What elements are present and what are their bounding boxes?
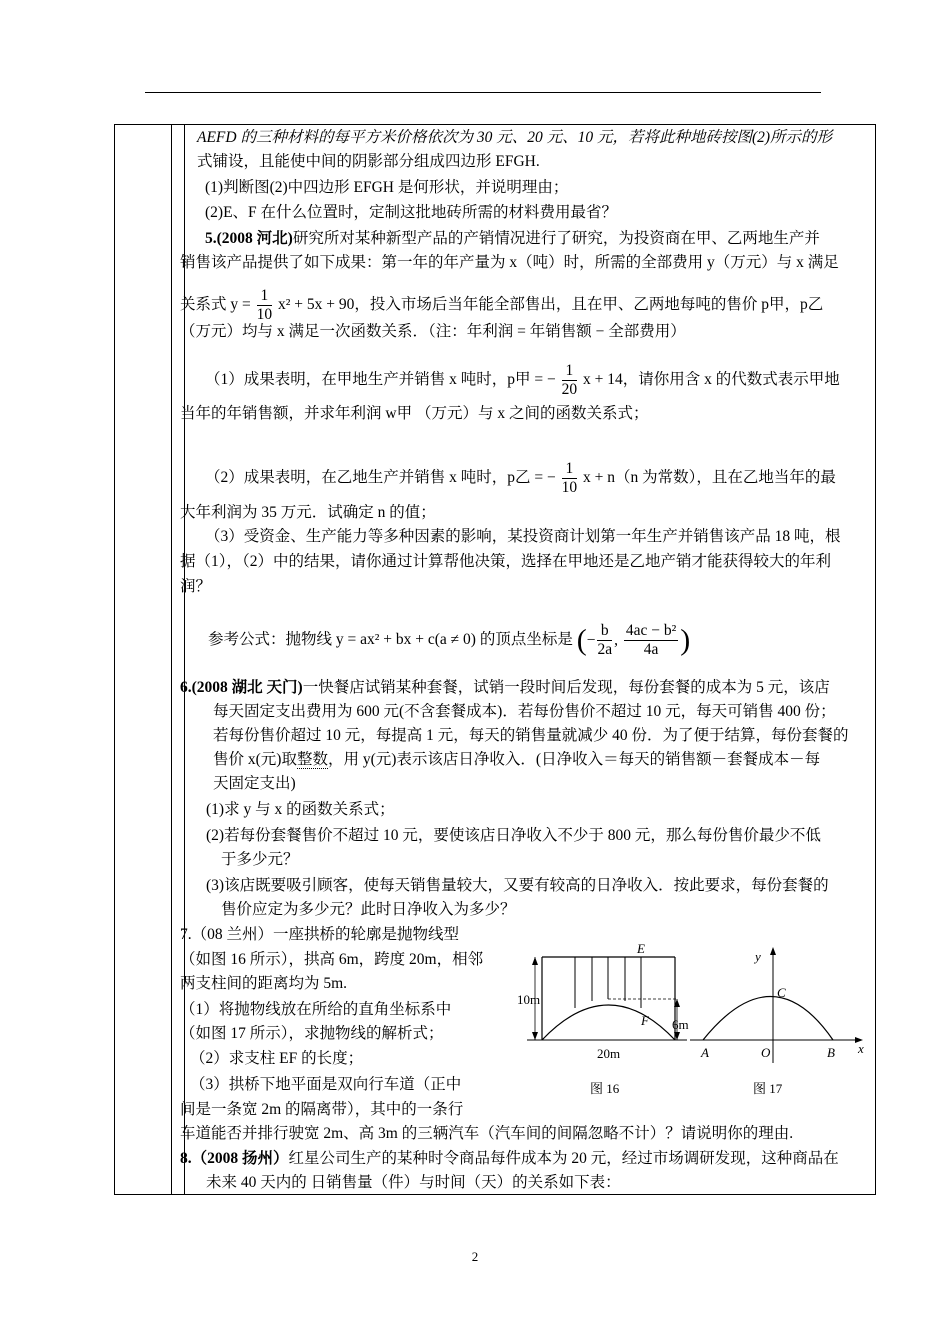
- p6-intro: [180, 678, 830, 698]
- arrow-up-10m: [532, 957, 538, 965]
- p5-fraction: [257, 287, 273, 324]
- label-O: O: [761, 1045, 771, 1060]
- reference-formula: 参考公式：抛物线 y = ax² + bx + c(a ≠ 0) 的顶点坐标是 (− $\frac{b}{2a}$ , $\frac{\text{4ac − b²}}{4a}$ ): [208, 622, 691, 658]
- p5-q1-num: 1: [562, 362, 578, 381]
- p6-question-1: (1)求 y 与 x 的函数关系式；: [206, 801, 395, 818]
- figure-16: [517, 941, 689, 1096]
- p8-line-b: 未来 40 天内的 日销售量（件）与时间（天）的关系如下表：: [206, 1174, 621, 1191]
- p7-line-b: （如图 16 所示），拱高 6m，跨度 20m，相邻: [180, 951, 484, 968]
- p7-question-1b: （如图 17 所示），求抛物线的解析式；: [180, 1025, 444, 1042]
- vertex-y-fraction: [624, 622, 678, 659]
- p6-question-2a: (2)若每份套餐售价不超过 10 元，要使该店日净收入不少于 800 元，那么每份售价最少不低: [206, 827, 821, 844]
- p5-fraction-den: 10: [256, 306, 273, 323]
- p5-intro-text: 研究所对某种新型产品的产销情况进行了研究，为投资商在甲、乙两地生产并: [292, 230, 820, 247]
- p5-q1-line-c: 当年的年销售额，并求年利润 w甲 （万元）与 x 之间的函数关系式；: [180, 405, 649, 422]
- p5-q2-line: [205, 460, 836, 497]
- p7-question-3a: （3）拱桥下地平面是双向行车道（正中: [190, 1076, 462, 1093]
- p6-line-b: 每天固定支出费用为 600 元(不含套餐成本)．若每份售价不超过 10 元，每天可销售 400 份；: [213, 703, 836, 720]
- p5-q1-rest: x + 14，请你用含 x 的代数式表示甲地: [582, 371, 840, 389]
- p6-line-d-rest: ，用 y(元)表示该店日净收入．(日净收入＝每天的销售额－套餐成本－每: [327, 751, 821, 768]
- label-E: E: [637, 941, 645, 956]
- p5-q2-num: 1: [562, 460, 578, 479]
- reference-formula-text: 参考公式：抛物线 y = ax² + bx + c(a ≠ 0) 的顶点坐标是: [208, 631, 573, 649]
- bridge-figures: [515, 935, 870, 1105]
- p5-q3-line-a: （3）受资金、生产能力等多种因素的影响，某投资商计划第一年生产并销售该产品 18 吨，根: [205, 528, 841, 545]
- vertex-x-den: 2a: [597, 641, 613, 658]
- p5-q1-den: 20: [561, 381, 578, 398]
- p5-q2-fraction: [562, 460, 578, 497]
- label-x-axis: x: [858, 1041, 864, 1056]
- p6-question-3a: (3)该店既要吸引顾客，使每天销售量较大，又要有较高的日净收入．按此要求，每份套餐的: [206, 877, 829, 894]
- parabola-curve: [703, 997, 833, 1041]
- label-6m: 6m: [672, 1017, 689, 1032]
- label-B: B: [827, 1045, 835, 1060]
- p5-heading: 5.(2008 河北): [205, 230, 293, 247]
- p6-intro-text: 一快餐店试销某种套餐，试销一段时间后发现，每份套餐的成本为 5 元，该店: [302, 679, 830, 696]
- label-F: F: [641, 1013, 649, 1028]
- p7-question-1a: （1）将抛物线放在所给的直角坐标系中: [180, 1001, 452, 1018]
- p5-intro: [205, 229, 820, 249]
- p8-intro: [180, 1149, 839, 1169]
- label-y-axis: y: [755, 949, 761, 964]
- vertex-x-num: b: [597, 622, 612, 641]
- p6-line-c: 若每份售价超过 10 元，每提高 1 元，每天的销售量就减少 40 份．为了便于结算，每份套餐的: [213, 727, 849, 744]
- fig17-caption: 图 17: [753, 1081, 783, 1096]
- p6-question-2b: 于多少元？: [221, 851, 299, 868]
- vertex-y-num: 4ac − b²: [625, 622, 677, 639]
- header-rule: [145, 92, 821, 93]
- p5-line-c: [180, 287, 823, 324]
- p6-question-3b: 售价应定为多少元？此时日净收入为多少？: [221, 901, 516, 918]
- p7-question-2: （2）求支柱 EF 的长度；: [190, 1050, 364, 1067]
- p5-formula-start: 关系式 y =: [180, 296, 251, 314]
- p5-q1-line: [205, 362, 840, 399]
- fig16-caption: 图 16: [590, 1081, 620, 1096]
- p7-question-3b: 间是一条宽 2m 的隔离带），其中的一条行: [180, 1101, 464, 1118]
- p5-q1-start: （1）成果表明，在甲地生产并销售 x 吨时，p甲 = −: [205, 371, 556, 389]
- p8-heading: 8.（2008 扬州）: [180, 1150, 289, 1167]
- page-number: 2: [471, 1249, 479, 1264]
- p4-line-1: AEFD 的三种材料的每平方米价格依次为 30 元、20 元、10 元，若将此种地砖按图(2)所示的形: [197, 129, 833, 146]
- figure-17: [690, 947, 864, 1096]
- p7-line-a: 7.（08 兰州）一座拱桥的轮廓是抛物线型: [180, 926, 460, 943]
- arrow-down-10m: [532, 1032, 538, 1040]
- vertex-x-fraction: [597, 622, 612, 659]
- p5-q2-rest: x + n（n 为常数），且在乙地当年的最: [582, 469, 836, 487]
- p8-intro-text: 红星公司生产的某种时令商品每件成本为 20 元，经过市场调研发现，这种商品在: [288, 1150, 839, 1167]
- p5-line-d: （万元）均与 x 满足一次函数关系．（注：年利润 = 年销售额 − 全部费用）: [180, 323, 686, 340]
- p7-line-c: 两支柱间的距离均为 5m.: [180, 975, 348, 992]
- p5-q1-fraction: [562, 362, 578, 399]
- p5-q2-den: 10: [561, 479, 578, 496]
- p4-line-2: 式铺设，且能使中间的阴影部分组成四边形 EFGH.: [197, 153, 540, 170]
- table-column-1: [115, 125, 172, 1194]
- p6-line-d: [213, 750, 820, 770]
- label-A: A: [701, 1045, 709, 1060]
- arch-curve: [542, 1005, 675, 1040]
- p5-formula-rest: x² + 5x + 90，投入市场后当年能全部售出，且在甲、乙两地每吨的售价 p甲，p乙: [278, 296, 824, 314]
- p4-question-1: (1)判断图(2)中四边形 EFGH 是何形状，并说明理由；: [205, 179, 569, 196]
- label-C: C: [777, 985, 786, 1000]
- p5-q2-start: （2）成果表明，在乙地生产并销售 x 吨时，p乙 = −: [205, 469, 556, 487]
- p5-fraction-num: 1: [257, 287, 273, 306]
- p4-question-2: (2)E、F 在什么位置时，定制这批地砖所需的材料费用最省？: [205, 204, 618, 221]
- label-20m: 20m: [597, 1046, 621, 1061]
- p5-q3-line-b: 据（1），（2）中的结果，请你通过计算帮他决策，选择在甲地还是乙地产销才能获得较大的年利: [180, 553, 832, 570]
- p6-heading: 6.(2008 湖北 天门): [180, 679, 303, 696]
- p5-line-b: 销售该产品提供了如下成果：第一年的年产量为 x（吨）时，所需的全部费用 y（万元）与 x 满足: [180, 254, 839, 271]
- p5-q3-line-c: 润？: [180, 578, 212, 595]
- p6-line-e: 天固定支出): [213, 775, 296, 792]
- p5-q2-line-c: 大年利润为 35 万元．试确定 n 的值；: [180, 504, 436, 521]
- p7-question-3c: 车道能否并排行驶宽 2m、高 3m 的三辆汽车（汽车间的间隔忽略不计）？请说明你的理由.: [180, 1125, 794, 1142]
- y-axis-arrow: [770, 947, 776, 955]
- label-10m: 10m: [517, 992, 541, 1007]
- vertex-y-den: 4a: [643, 641, 659, 658]
- p6-line-d-start: 售价 x(元)取: [213, 751, 297, 768]
- p6-emphasis-integer: 整数: [296, 751, 328, 768]
